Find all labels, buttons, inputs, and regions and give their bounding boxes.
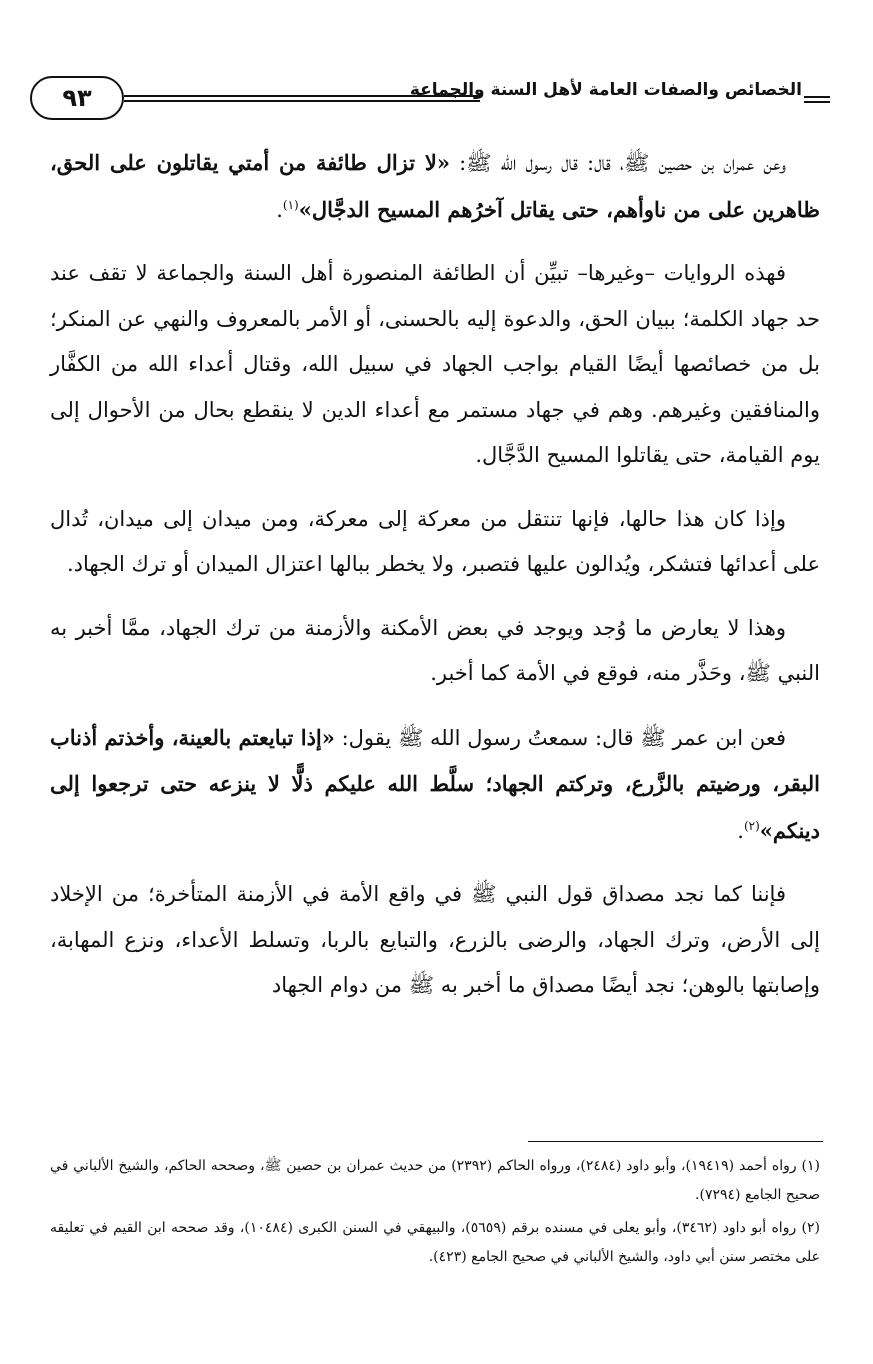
footnote-ref-2[interactable]: (٢)	[743, 818, 760, 833]
p6-text: فإننا كما نجد مصداق قول النبي ﷺ في واقع الأمة في الأزمنة المتأخرة؛ من الإخلاد إلى الأرض، وترك الجهاد، والرضى بالزرع، والتبايع بالربا، وتسلط الأعداء، ونزع المهابة، وإصابتها بالوهن؛ نجد أيضًا مصداق ما أخبر به ﷺ من دوام الجهاد	[50, 882, 820, 997]
footnote-rule	[528, 1141, 823, 1142]
page-number: ٩٣	[30, 76, 124, 120]
paragraph-3	[50, 497, 820, 588]
footnote-2: (٢) رواه أبو داود (٣٤٦٢)، وأبو يعلى في مسنده برقم (٥٦٥٩)، والبيهقي في السنن الكبرى (١٠٤٨٤)، وقد صححه ابن القيم في تعليقه على مختصر سنن أبي داود، والشيخ الألباني في صحيح الجامع (٤٢٣).	[50, 1220, 820, 1265]
p5-end: .	[737, 818, 744, 843]
paragraph-1	[50, 140, 820, 233]
header-title: الخصائص والصفات العامة لأهل السنة والجماعة	[409, 80, 802, 100]
header-dash	[804, 96, 830, 103]
hadith-quote-1: «لا تزال طائفة من أمتي يقاتلون على الحق، ظاهرين على من ناوأهم، حتى يقاتل آخرُهم المسيح الدجَّال»	[50, 150, 820, 222]
p5-text: فعن ابن عمر ﷺ قال: سمعتُ رسول الله ﷺ يقول:	[334, 725, 786, 750]
running-header	[30, 72, 830, 128]
p4-text: وهذا لا يعارض ما وُجد ويوجد في بعض الأمكنة والأزمنة من ترك الجهاد، ممَّا أخبر به النبي ﷺ، وحَذَّر منه، فوقع في الأمة كما أخبر.	[50, 615, 820, 685]
p3-text: وإذا كان هذا حالها، فإنها تنتقل من معركة إلى معركة، ومن ميدان إلى ميدان، تُدال على أعدائها فتشكر، ويُدالون عليها فتصبر، ولا يخطر ببالها اعتزال الميدان أو ترك الجهاد.	[50, 506, 820, 576]
body-text	[50, 140, 820, 1027]
paragraph-6	[50, 872, 820, 1009]
footnote-1: (١) رواه أحمد (١٩٤١٩)، وأبو داود (٢٤٨٤)، ورواه الحاكم (٢٣٩٢) من حديث عمران بن حصين ﷺ، وصححه الحاكم، والشيخ الألباني في صحيح الجامع (٧٢٩٤).	[50, 1158, 820, 1203]
paragraph-2	[50, 251, 820, 479]
p1-text: وعن عمران بن حصين ﷺ، قال: قال رسول الله ﷺ:	[449, 151, 786, 175]
p1-end: .	[276, 197, 283, 222]
paragraph-4	[50, 606, 820, 697]
p2-text: فهذه الروايات –وغيرها– تبيِّن أن الطائفة المنصورة أهل السنة والجماعة لا تقف عند حد جهاد الكلمة؛ ببيان الحق، والدعوة إليه بالحسنى، أو الأمر بالمعروف والنهي عن المنكر؛ بل من خصائصها أيضًا القيام بواجب الجهاد في سبيل الله، وقتال أعداء الله من الكفَّار والمنافقين وغيرهم. وهم في جهاد مستمر مع أعداء الدين لا ينقطع بحال من الأحوال إلى يوم القيامة، حتى يقاتلوا المسيح الدَّجَّال.	[50, 261, 820, 467]
footnote-ref-1[interactable]: (١)	[282, 197, 299, 212]
footnotes	[50, 1152, 820, 1276]
paragraph-5	[50, 715, 820, 855]
hadith-quote-2: «إذا تبايعتم بالعينة، وأخذتم أذناب البقر، ورضيتم بالزَّرع، وتركتم الجهاد؛ سلَّط الله عليكم ذلًّا لا ينزعه حتى ترجعوا إلى دينكم»	[50, 724, 820, 843]
